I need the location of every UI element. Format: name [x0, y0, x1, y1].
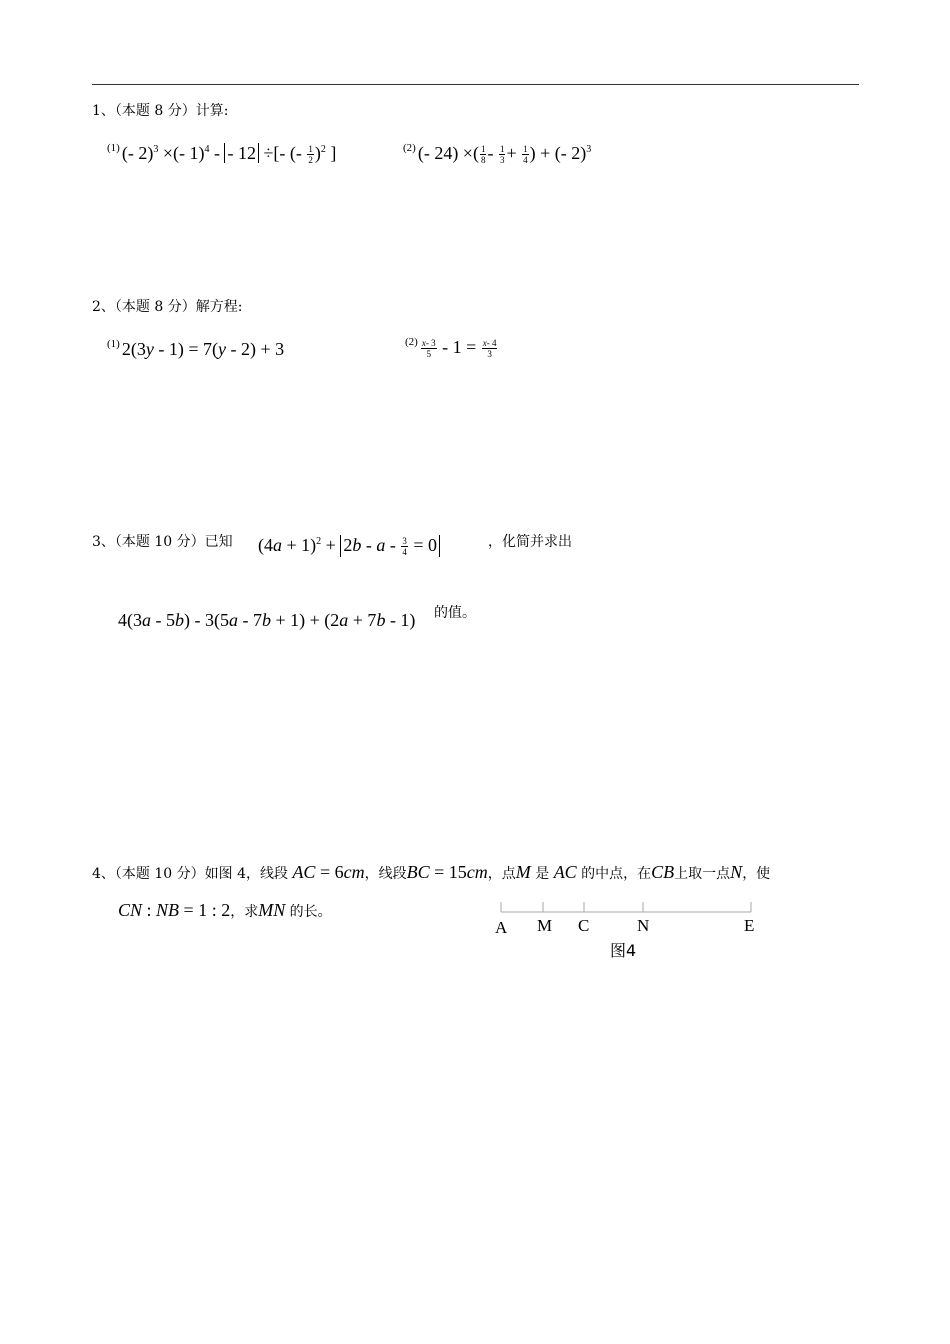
point-label-a: A	[495, 918, 508, 937]
q4-text-1: ，线段	[364, 866, 407, 882]
q3-tail: ，化简并求出	[488, 534, 572, 550]
q4-text-3: 是	[535, 866, 550, 882]
point-label-n: N	[637, 916, 650, 935]
q4-line1: 4、（本题 10 分）如图 4，线段 AC = 6cm，线段BC = 15cm，点M 是 AC 的中点，在CB上取一点N，使	[92, 862, 771, 882]
q2-part1-mark: (1)	[107, 338, 120, 350]
q4-text-6: ，使	[742, 866, 771, 882]
point-label-c: C	[578, 916, 590, 935]
q4-heading: 4、（本题 10 分）如图 4，线段	[92, 866, 288, 882]
point-label-m: M	[537, 916, 553, 935]
q4-text-5: 上取一点	[674, 866, 731, 882]
q4-text-8: 的长。	[289, 904, 332, 920]
q4-text-2: ，点	[487, 866, 516, 882]
header-rule	[92, 84, 859, 85]
q2-heading: 2、（本题 8 分）解方程:	[92, 299, 243, 315]
q3-condition: $(4a + 1)^2 + 2b - a$ - $\frac{3}{4}$ = 0	[258, 535, 440, 557]
q3-heading: 3、（本题 10 分）已知	[92, 534, 233, 550]
q1-part1-expression: $^{(1)}$ (- 2)$^3$ ×(- 1)$^4$ - - 12 ÷[- (- $\frac{1}{2}$ )$^2$ ]	[107, 142, 337, 166]
segment-diagram	[492, 896, 762, 936]
q2-part2-mark: (2)	[405, 336, 418, 348]
q4-text-7: ，求	[230, 904, 259, 920]
q3-suffix: 的值。	[434, 605, 476, 621]
q2-part2-equation: $^{(2)}$ $\frac{x- 3}{5}$ - 1 = $\frac{x- 4}{3}$	[405, 336, 497, 360]
figure-4	[492, 896, 762, 966]
figure-caption: 图4	[610, 941, 637, 960]
q3-expression: 4(3a - 5b) - 3(5a - 7b + 1) + (2a + 7b - 1)	[118, 610, 416, 630]
q1-part2-mark: (2)	[403, 142, 416, 154]
q1-heading: 1、（本题 8 分）计算:	[92, 103, 229, 119]
q4-text-4: 的中点，在	[581, 866, 652, 882]
q1-part1-mark: (1)	[107, 142, 120, 154]
point-label-e: E	[744, 916, 755, 935]
q1-part2-expression: $^{(2)}$ (- 24) ×( $\frac{1}{8}$ - $\frac{1}{3}$ + $\frac{1}{4}$ ) + (- 2)$^3$	[403, 142, 592, 166]
q2-part1-equation: $^{(1)}$ 2(3y - 1) = 7(y - 2) + 3	[107, 338, 285, 359]
q4-line2: CN : NB = 1 : 2，求MN 的长。	[118, 900, 332, 920]
